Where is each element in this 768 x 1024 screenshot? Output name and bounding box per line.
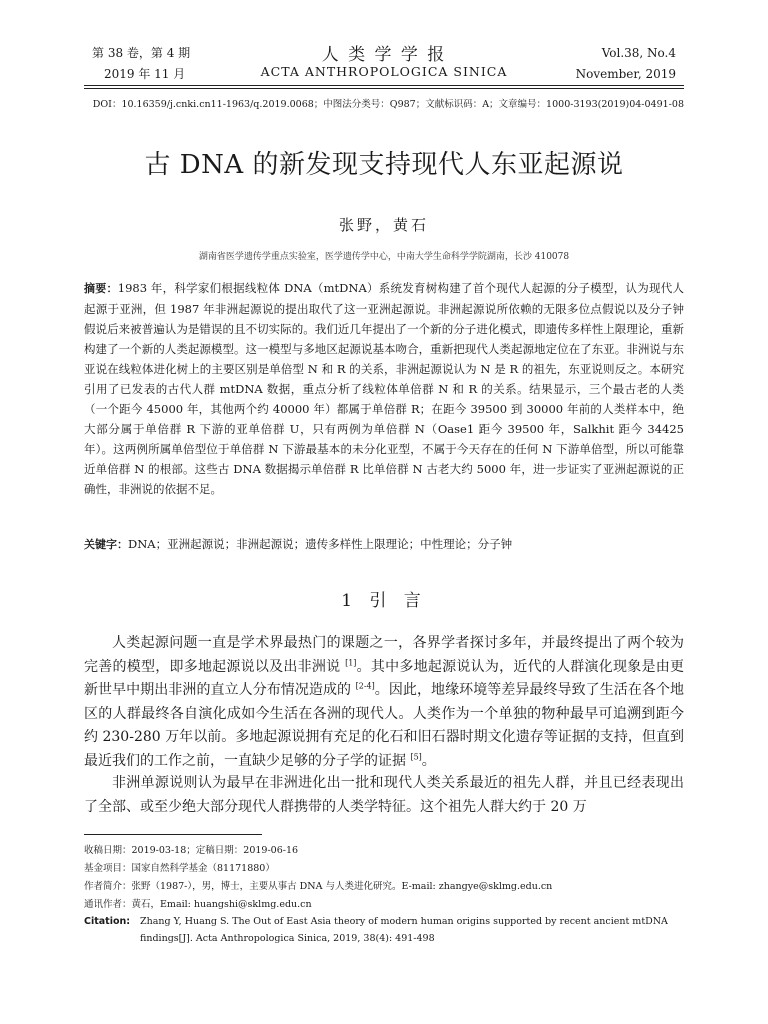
header-date-cn: 2019 年 11 月 <box>104 67 186 81</box>
abstract-label: 摘要： <box>84 282 118 295</box>
article-title: 古 DNA 的新发现支持现代人东亚起源说 <box>144 150 624 180</box>
footnote-received: 收稿日期：2019-03-18；定稿日期：2019-06-16 <box>84 845 299 856</box>
keywords-text: DNA；亚洲起源说；非洲起源说；遗传多样性上限理论；中性理论；分子钟 <box>128 537 513 551</box>
citation-ref: [1] <box>345 657 357 667</box>
keywords-label: 关键字： <box>84 538 128 551</box>
header-rule-top <box>84 85 684 86</box>
paragraph-text: 。因此，地缘环境等差异最终导致了生活在各个地区的人群最终各自演化成如今生活在各洲的现代人。人类作为一个单独的物种最早可追溯到距今约 230-280 万年以前。多地起源说拥有充足的化石和旧石器时期文化遗存等证据的支持，但直到最近我们的工作之前，一直缺少足够的分子学的证据 <box>84 682 685 769</box>
keywords <box>84 534 684 555</box>
journal-title-cn: 人 类 学 学 报 <box>321 45 447 65</box>
section-heading: 1 引 言 <box>341 591 427 611</box>
footnote-corresponding: 通讯作者：黄石，Email: huangshi@sklmg.edu.cn <box>84 899 312 910</box>
header-date-en: November, 2019 <box>575 67 676 81</box>
abstract <box>84 278 684 499</box>
citation-ref: [2-4] <box>355 681 375 691</box>
citation-ref: [5] <box>410 751 422 761</box>
citation <box>84 913 684 944</box>
citation-label: Citation: <box>84 916 131 927</box>
paragraph-text: 。其中多地起源说认为，近代的人群演化现象是由更新世早中期出非洲的直立人分布情况造成的 <box>84 658 685 698</box>
abstract-text: 1983 年，科学家们根据线粒体 DNA（mtDNA）系统发育树构建了首个现代人起源的分子模型，认为现代人起源于亚洲，但 1987 年非洲起源说的提出取代了这一亚洲起源说。非洲起源说所依赖的无限多位点假说以及分子钟假说后来被普遍认为是错误的且不切实际的。我们近几年提出了一个新的分子进化模式，即遗传多样性上限理论，重新构建了一个新的人类起源模型。这一模型与多地区起源说基本吻合，重新把现代人类起源地定位在了东亚。非洲说与东亚说在线粒体进化树上的主要区别是单倍型 N 和 R 的关系，非洲起源说认为 N 是 R 的祖先，东亚说则反之。本研究引用了已发表的古代人群 mtDNA 数据，重点分析了线粒体单倍群 N 和 R 的关系。结果显示，三个最古老的人类（一个距今 45000 年，其他两个约 40000 年）都属于单倍群 R；在距今 39500 到 30000 年前的人类样本中，绝大部分属于单倍群 R 下游的亚单倍群 U，只有两例为单倍群 N（Oase1 距今 39500 年，Salkhit 距今 34425 年）。这两例所属单倍型位于单倍群 N 下游最基本的未分化亚型，不属于今天存在的任何 N 下游单倍型，所以可能靠近单倍群 N 的根部。这些古 DNA 数据揭示单倍群 R 比单倍群 N 古老大约 5000 年，进一步证实了亚洲起源说的正确性，非洲说的依据不足。 <box>84 281 684 496</box>
citation-text: Zhang Y, Huang S. The Out of East Asia theory of modern human origins supported by recent ancient mtDNA findings[J]. Acta Anthropologica Sinica, 2019, 38(4): 491-498 <box>140 916 668 944</box>
header-rule-bottom <box>84 88 684 89</box>
paragraph-text: 。 <box>421 752 436 769</box>
affiliation: 湖南省医学遗传学重点实验室，医学遗传学中心，中南大学生命科学学院湖南，长沙 410078 <box>198 252 570 262</box>
body-paragraph: 非洲单源说则认为最早在非洲进化出一批和现代人类关系最近的祖先人群，并且已经表现出了全部、或至少绝大部分现代人群携带的人类学特征。这个祖先人群大约于 20 万 <box>84 775 684 815</box>
paragraph-text: 人类起源问题一直是学术界最热门的课题之一，各界学者探讨多年，并最终提出了两个较为完善的模型，即多地起源说以及出非洲说 <box>84 635 684 675</box>
header-volume-en: Vol.38, No.4 <box>601 46 676 60</box>
body-paragraph <box>84 632 684 773</box>
footnote-author-info: 作者简介：张野（1987-），男，博士，主要从事古 DNA 与人类进化研究。E-mail: zhangye@sklmg.edu.cn <box>84 881 553 892</box>
authors: 张野，黄石 <box>338 216 429 234</box>
journal-title-en: ACTA ANTHROPOLOGICA SINICA <box>260 64 508 79</box>
header-volume-cn: 第 38 卷，第 4 期 <box>92 46 191 60</box>
footnote-rule <box>84 834 262 835</box>
doi-line: DOI：10.16359/j.cnki.cn11-1963/q.2019.0068；中图法分类号：Q987；文献标识码：A；文章编号：1000-3193(2019)04-0491-08 <box>92 99 684 110</box>
footnote-funding: 基金项目：国家自然科学基金（81171880） <box>84 863 275 874</box>
